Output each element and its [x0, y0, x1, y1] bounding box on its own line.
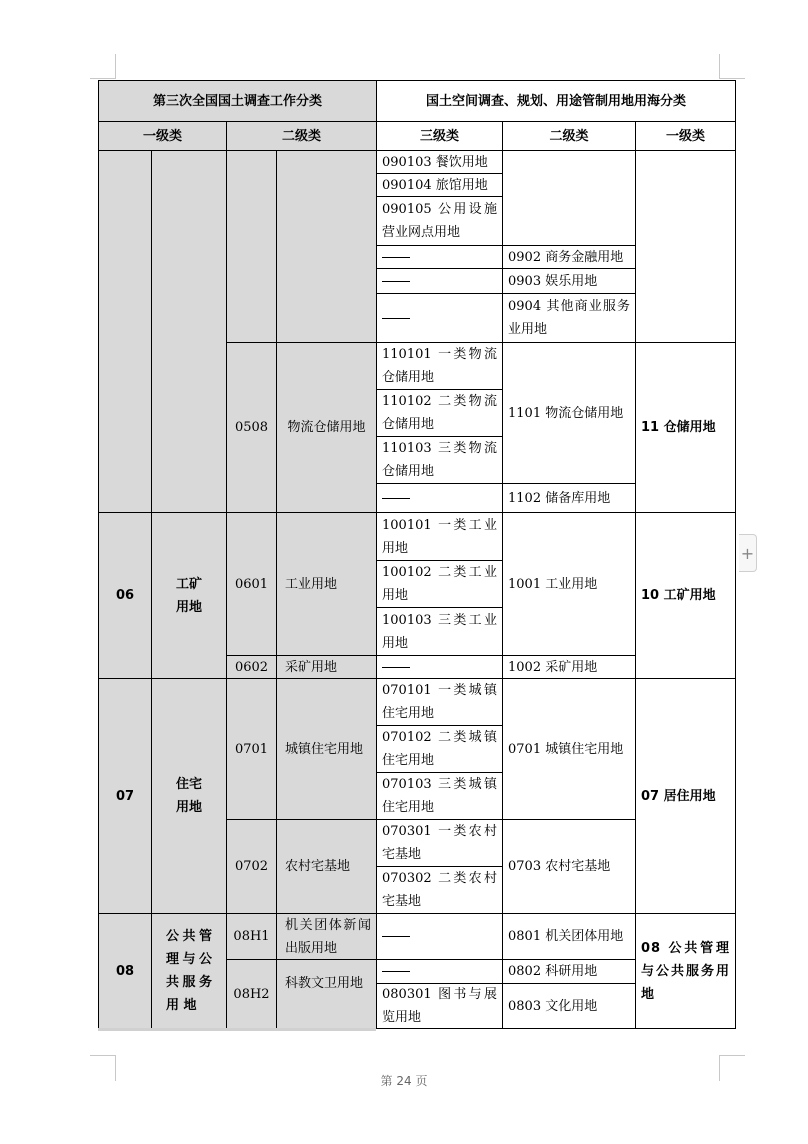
l3-cell-dash [376, 959, 503, 984]
l3-cell: 070101 一类城镇住宅用地 [376, 678, 503, 726]
left-level1-name: 住宅用地 [151, 678, 227, 914]
left-level1-name: 公共管理与公共服务用 地 [151, 913, 227, 1029]
table-bottom-shading [98, 1028, 376, 1031]
l2-cell: 0803 文化用地 [502, 983, 636, 1029]
left-level1-name: 工矿用地 [151, 512, 227, 679]
l2-cell: 0703 农村宅基地 [502, 819, 636, 914]
l2-cell: 0902 商务金融用地 [502, 245, 636, 269]
l3-cell: 090105 公用设施营业网点用地 [376, 196, 503, 246]
l2-cell: 1101 物流仓储用地 [502, 342, 636, 484]
left-level2-name: 机关团体新闻出版用地 [276, 913, 377, 960]
l3-cell: 070102 二类城镇住宅用地 [376, 725, 503, 773]
page-number: 第 24 页 [380, 1074, 428, 1088]
left-level2-code: 0508 [226, 342, 277, 513]
left-level2-code: 0602 [226, 655, 277, 679]
left-level2-name-empty [276, 150, 377, 343]
l3-cell: 100103 三类工业用地 [376, 607, 503, 656]
left-level1-code: 06 [98, 512, 152, 679]
l2-cell: 1002 采矿用地 [502, 655, 636, 679]
left-level2-name: 采矿用地 [276, 655, 377, 679]
l3-cell: 090104 旅馆用地 [376, 173, 503, 197]
l3-cell-dash [376, 268, 503, 294]
left-level2-code: 0702 [226, 819, 277, 914]
l1-cell: 08 公共管理与公共服务用地 [635, 913, 736, 1029]
l3-cell-dash [376, 913, 503, 960]
l2-cell: 0903 娱乐用地 [502, 268, 636, 294]
l3-cell: 100101 一类工业用地 [376, 512, 503, 561]
left-level2-name: 工业用地 [276, 512, 377, 656]
left-level1-code: 07 [98, 678, 152, 914]
header-left-level2: 二级类 [226, 121, 377, 151]
crop-mark-bottom-right-h [719, 1055, 745, 1056]
dash-mark [382, 257, 410, 258]
l1-cell-empty [635, 150, 736, 343]
left-level2-code: 08H2 [226, 959, 277, 1029]
l1-cell: 10 工矿用地 [635, 512, 736, 679]
header-right-level2: 二级类 [502, 121, 636, 151]
left-level2-name: 物流仓储用地 [276, 342, 377, 513]
l2-cell: 1102 储备库用地 [502, 483, 636, 513]
l2-cell: 0701 城镇住宅用地 [502, 678, 636, 820]
header-left-level1: 一级类 [98, 121, 227, 151]
left-level2-name: 城镇住宅用地 [276, 678, 377, 820]
l3-cell: 110102 二类物流仓储用地 [376, 389, 503, 437]
plus-icon: + [740, 543, 755, 563]
l3-cell: 080301 图书与展览用地 [376, 983, 503, 1029]
crop-mark-top-right-v [719, 54, 720, 78]
header-left-title: 第三次全国国土调查工作分类 [98, 80, 377, 122]
l3-cell: 110103 三类物流仓储用地 [376, 436, 503, 484]
left-level2-name: 农村宅基地 [276, 819, 377, 914]
l2-cell: 0904 其他商业服务业用地 [502, 293, 636, 343]
crop-mark-top-left-v [115, 54, 116, 78]
expand-button[interactable] [739, 534, 757, 572]
left-level1-code: 08 [98, 913, 152, 1029]
header-right-level3: 三级类 [376, 121, 503, 151]
l3-cell-dash [376, 655, 503, 679]
crop-mark-top-right-h [719, 78, 745, 79]
dash-mark [382, 281, 410, 282]
l2-cell-empty [502, 150, 636, 246]
dash-mark [382, 936, 410, 937]
left-level1-code-empty [98, 150, 152, 513]
crop-mark-top-left-h [90, 78, 116, 79]
l3-cell: 070302 二类农村宅基地 [376, 866, 503, 914]
left-level2-name: 科教文卫用地 [276, 959, 377, 1029]
dash-mark [382, 971, 410, 972]
l3-cell: 110101 一类物流仓储用地 [376, 342, 503, 390]
header-right-level1: 一级类 [635, 121, 736, 151]
l3-cell-dash [376, 245, 503, 269]
l3-cell: 090103 餐饮用地 [376, 150, 503, 174]
left-level2-code-empty [226, 150, 277, 343]
l2-cell: 1001 工业用地 [502, 512, 636, 656]
l3-cell: 070103 三类城镇住宅用地 [376, 772, 503, 820]
crop-mark-bottom-left-h [90, 1055, 116, 1056]
dash-mark [382, 318, 410, 319]
l3-cell: 100102 二类工业用地 [376, 560, 503, 608]
dash-mark [382, 667, 410, 668]
l3-cell-dash [376, 483, 503, 513]
header-right-title: 国土空间调查、规划、用途管制用地用海分类 [376, 80, 736, 122]
l2-cell: 0802 科研用地 [502, 959, 636, 984]
l3-cell-dash [376, 293, 503, 343]
l1-cell: 11 仓储用地 [635, 342, 736, 513]
left-level2-code: 08H1 [226, 913, 277, 960]
left-level2-code: 0701 [226, 678, 277, 820]
dash-mark [382, 498, 410, 499]
left-level1-name-empty [151, 150, 227, 513]
l2-cell: 0801 机关团体用地 [502, 913, 636, 960]
left-level2-code: 0601 [226, 512, 277, 656]
l1-cell: 07 居住用地 [635, 678, 736, 914]
l3-cell: 070301 一类农村宅基地 [376, 819, 503, 867]
